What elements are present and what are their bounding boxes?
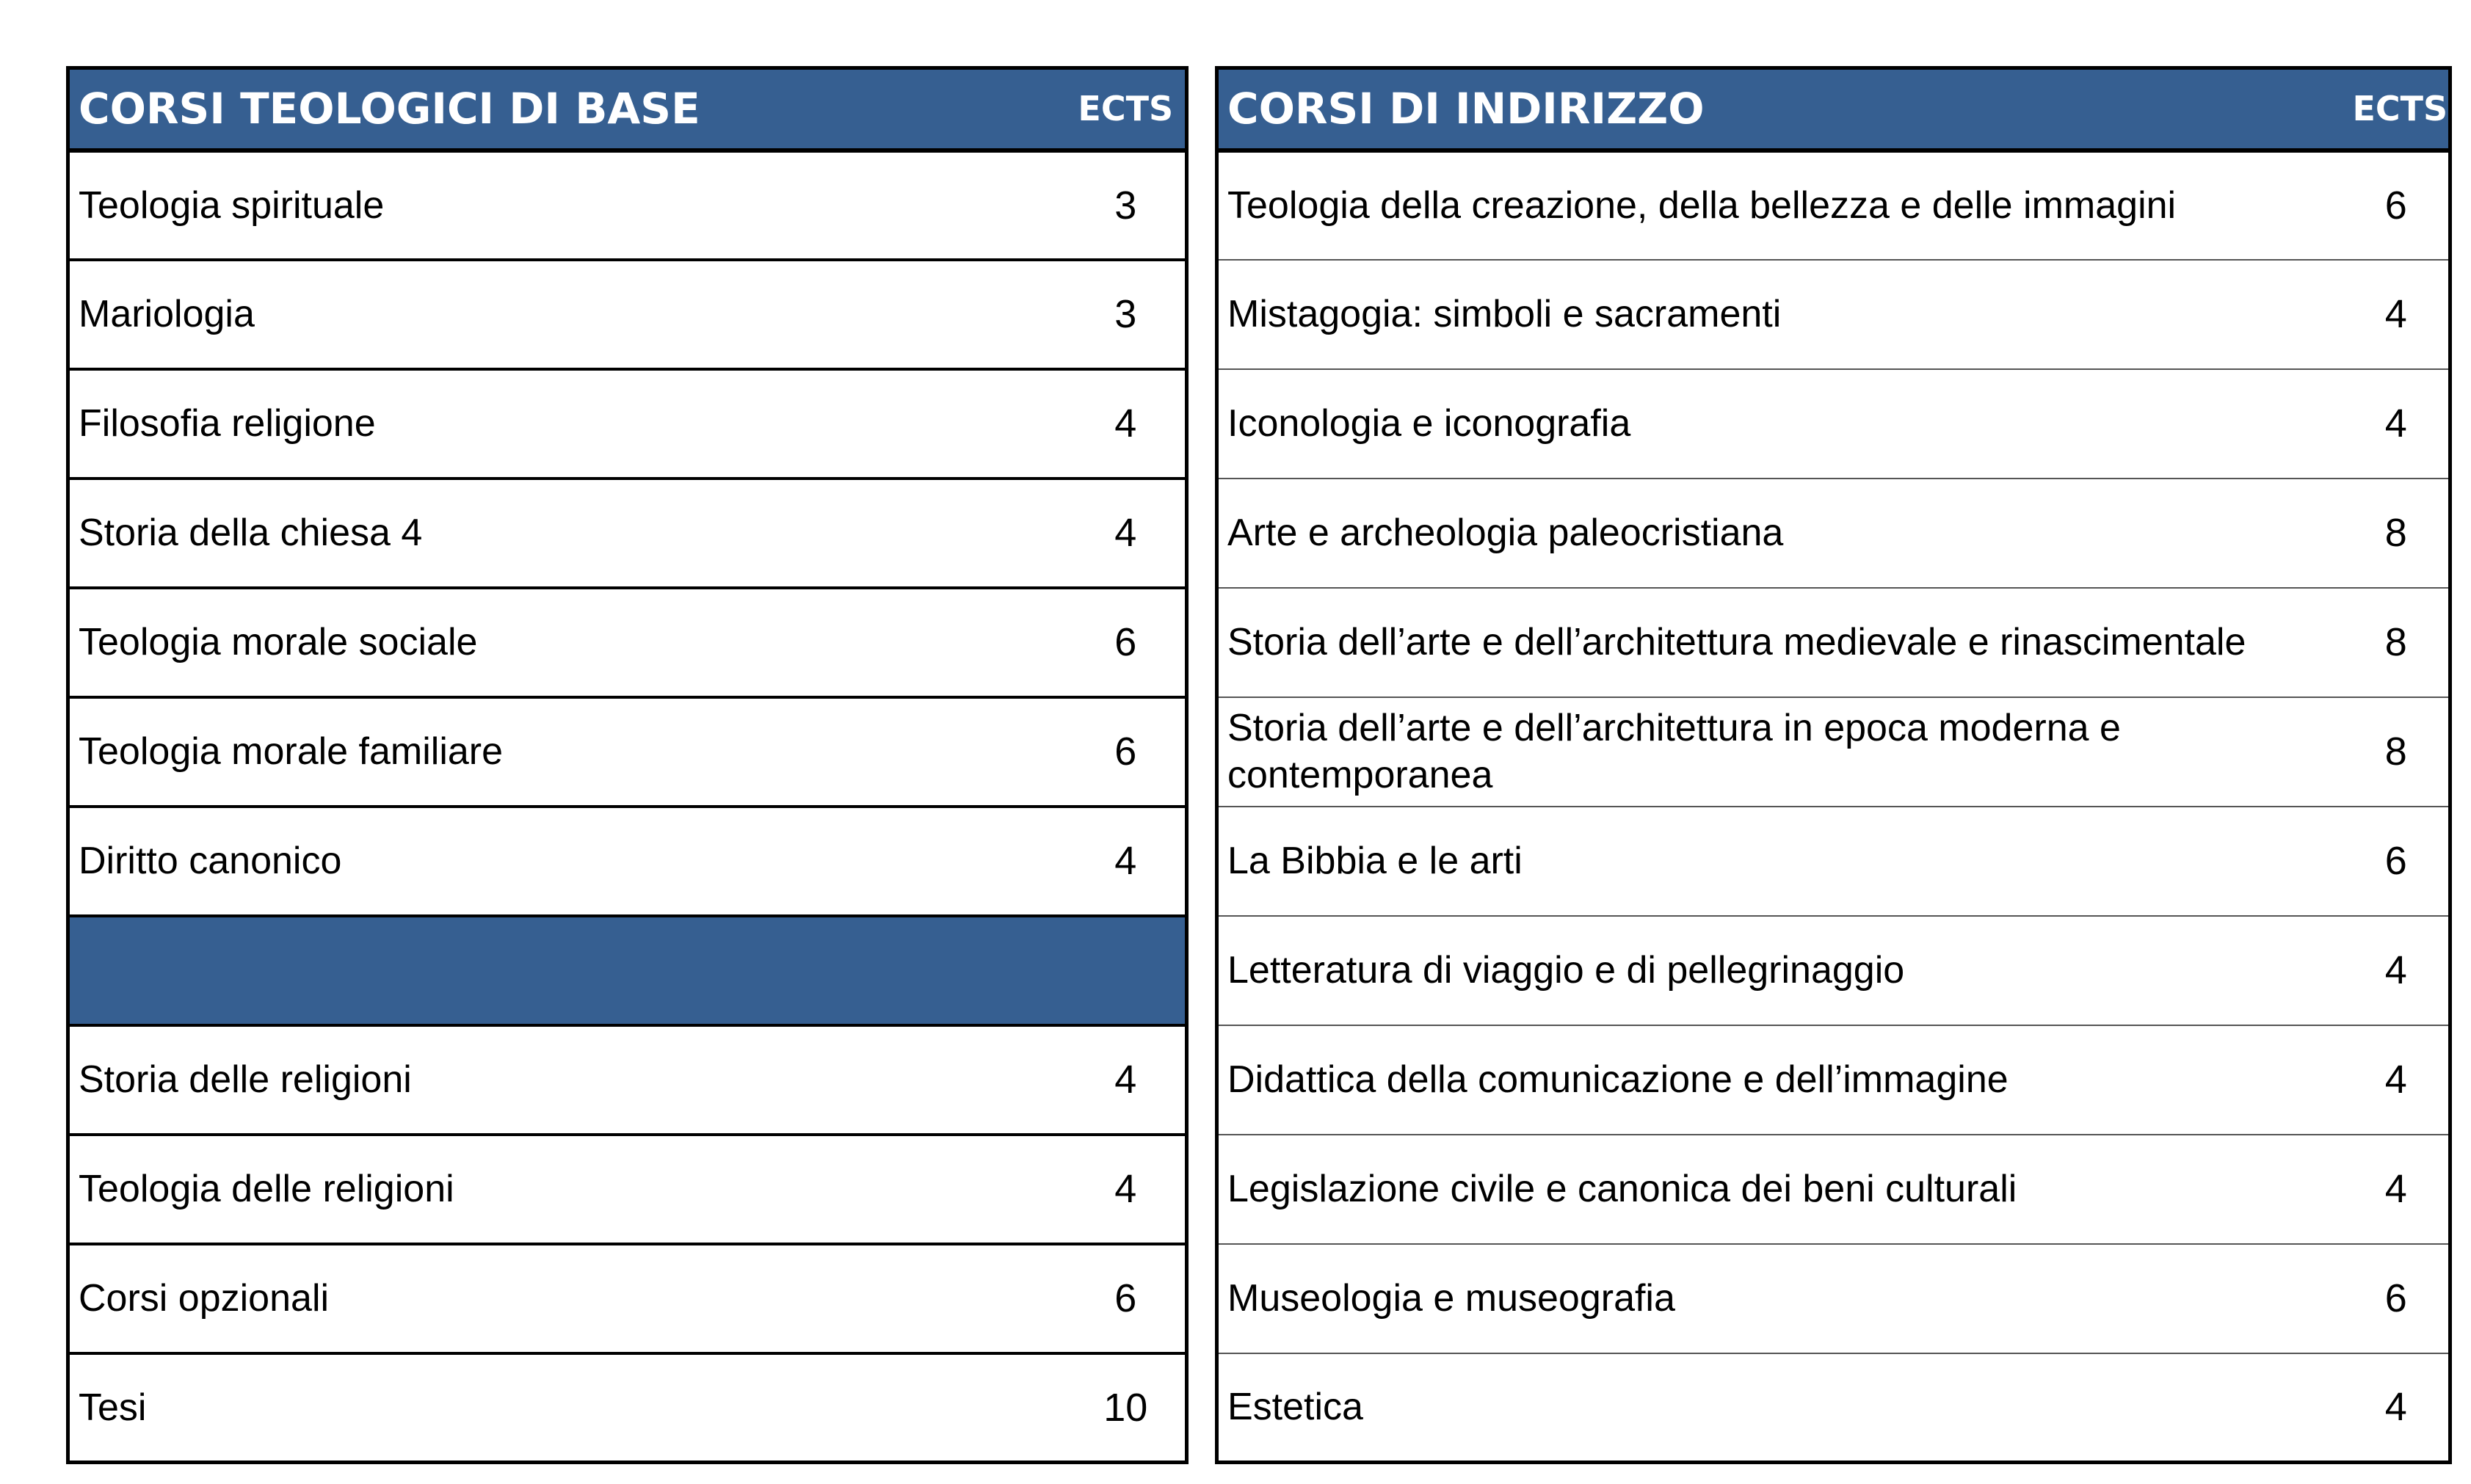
course-name: Estetica [1217,1353,2344,1463]
course-ects: 4 [2344,1353,2450,1463]
specialization-courses-table [1215,66,2452,1464]
table-row [1217,479,2450,588]
course-ects: 6 [1067,697,1187,807]
table-row [1217,1135,2450,1244]
course-name: Tesi [68,1353,1067,1463]
course-name: La Bibbia e le arti [1217,807,2344,916]
table-row [1217,697,2450,807]
course-name: Didattica della comunicazione e dell’immagine [1217,1025,2344,1135]
course-name: Diritto canonico [68,807,1067,916]
course-name: Storia dell’arte e dell’architettura in epoca moderna e contemporanea [1217,697,2344,807]
table-row [1217,1244,2450,1353]
course-name: Teologia spirituale [68,150,1067,260]
course-name: Letteratura di viaggio e di pellegrinaggio [1217,916,2344,1025]
table-row [68,260,1187,369]
table-row [68,1025,1187,1135]
table-row [68,369,1187,479]
course-ects: 3 [1067,260,1187,369]
table-row [68,479,1187,588]
course-ects: 8 [2344,588,2450,697]
course-name: Mariologia [68,260,1067,369]
course-ects: 4 [1067,479,1187,588]
basic-theology-courses-table [66,66,1189,1464]
course-name: Storia dell’arte e dell’architettura medievale e rinascimentale [1217,588,2344,697]
course-ects: 4 [1067,807,1187,916]
course-name: Storia delle religioni [68,1025,1067,1135]
table-row [68,588,1187,697]
table-row [1217,807,2450,916]
course-ects: 4 [2344,260,2450,369]
course-ects: 4 [2344,369,2450,479]
course-ects: 6 [2344,807,2450,916]
course-name: Filosofia religione [68,369,1067,479]
table-title: CORSI DI INDIRIZZO [1217,68,2344,150]
course-name: Legislazione civile e canonica dei beni culturali [1217,1135,2344,1244]
table-row [68,150,1187,260]
table-row [68,1244,1187,1353]
table-title: CORSI TEOLOGICI DI BASE [68,68,1067,150]
table-row [68,697,1187,807]
course-ects: 8 [2344,479,2450,588]
table-row [1217,150,2450,260]
table-row [1217,916,2450,1025]
separator-band-cell [68,916,1187,1025]
course-ects: 4 [2344,916,2450,1025]
ects-column-header: ECTS [1067,68,1187,150]
course-ects: 4 [1067,1025,1187,1135]
course-ects: 6 [1067,588,1187,697]
course-ects: 3 [1067,150,1187,260]
section-separator-band [68,916,1187,1025]
course-name: Teologia morale familiare [68,697,1067,807]
table-row [1217,1025,2450,1135]
course-ects: 4 [1067,1135,1187,1244]
table-row [1217,1353,2450,1463]
table-row [1217,369,2450,479]
course-ects: 6 [2344,150,2450,260]
course-name: Museologia e museografia [1217,1244,2344,1353]
course-name: Teologia delle religioni [68,1135,1067,1244]
course-ects: 8 [2344,697,2450,807]
table-header-row [1217,68,2450,150]
course-name: Teologia della creazione, della bellezza e delle immagini [1217,150,2344,260]
course-ects: 4 [2344,1135,2450,1244]
course-name: Storia della chiesa 4 [68,479,1067,588]
course-ects: 10 [1067,1353,1187,1463]
ects-column-header: ECTS [2344,68,2450,150]
table-row [68,807,1187,916]
course-ects: 4 [1067,369,1187,479]
course-ects: 6 [1067,1244,1187,1353]
course-ects: 6 [2344,1244,2450,1353]
table-row [1217,260,2450,369]
course-name: Teologia morale sociale [68,588,1067,697]
table-row [68,1135,1187,1244]
course-ects: 4 [2344,1025,2450,1135]
course-name: Arte e archeologia paleocristiana [1217,479,2344,588]
course-name: Corsi opzionali [68,1244,1067,1353]
course-name: Mistagogia: simboli e sacramenti [1217,260,2344,369]
table-row [1217,588,2450,697]
course-name: Iconologia e iconografia [1217,369,2344,479]
table-row [68,1353,1187,1463]
table-header-row [68,68,1187,150]
